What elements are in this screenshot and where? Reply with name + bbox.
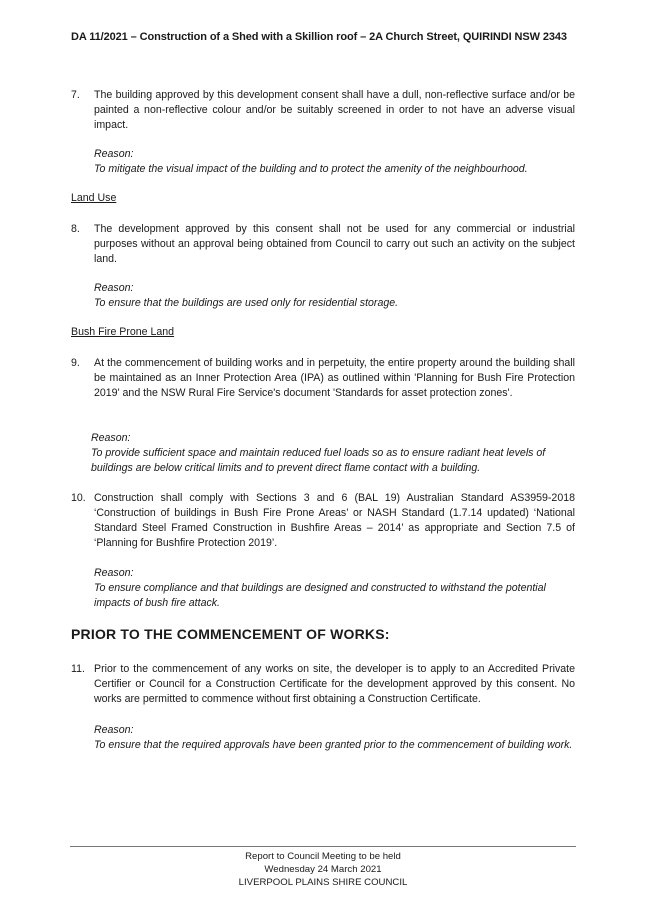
footer-divider [70, 846, 576, 847]
reason-text: To mitigate the visual impact of the building and to protect the amenity of the neighbourhood. [94, 163, 528, 175]
reason-text: To ensure that the required approvals have been granted prior to the commencement of building work. [94, 739, 573, 751]
reason-block [94, 723, 579, 753]
condition-text: The development approved by this consent shall not be used for any commercial or industrial purposes without an approval being obtained from Council to carry out such an activity on the subject land. [94, 223, 575, 265]
section-heading: PRIOR TO THE COMMENCEMENT OF WORKS: [71, 626, 390, 642]
condition-number: 10. [71, 492, 86, 504]
reason-label: Reason: [94, 148, 134, 160]
footer-line-3: LIVERPOOL PLAINS SHIRE COUNCIL [238, 877, 408, 888]
condition-number: 8. [71, 223, 80, 235]
condition-text: The building approved by this development consent shall have a dull, non-reflective surface and/or be painted a non-reflective colour and/or be suitably screened in order to not have an adverse visual impact. [94, 89, 575, 131]
condition-text: Construction shall comply with Sections 3 and 6 (BAL 19) Australian Standard AS3959-2018 ‘Construction of buildings in Bush Fire Prone Areas’ or NASH Standard (1.7.14 updated) ‘National Standard Steel Framed Construction in Bushfire Areas – 2014’ as appropriate and Section 7.5 of ‘Planning for Bushfire Protection 2019’. [94, 492, 575, 549]
condition-text: At the commencement of building works and in perpetuity, the entire property around the building shall be maintained as an Inner Protection Area (IPA) as outlined within 'Planning for Bush Fire Protection 2019' and the NSW Rural Fire Service's document 'Standards for asset protection zones'. [94, 357, 575, 399]
reason-label: Reason: [94, 724, 134, 736]
reason-text: To ensure that the buildings are used only for residential storage. [94, 297, 399, 309]
reason-text: To provide sufficient space and maintain reduced fuel loads so as to ensure radiant heat levels of buildings are below critical limits and to prevent direct flame contact with a building. [91, 447, 546, 474]
condition-number: 9. [71, 357, 80, 369]
condition-text: Prior to the commencement of any works on site, the developer is to apply to an Accredited Private Certifier or Council for a Construction Certificate for the development approved by this consent. No works are permitted to commence without first obtaining a Construction Certificate. [94, 663, 575, 705]
condition-number: 7. [71, 89, 80, 101]
reason-block [94, 281, 579, 311]
reason-label: Reason: [91, 432, 131, 444]
reason-block [91, 431, 576, 476]
reason-label: Reason: [94, 567, 134, 579]
condition-number: 11. [71, 663, 85, 675]
reason-block [94, 566, 579, 611]
footer-line-2: Wednesday 24 March 2021 [264, 864, 382, 875]
reason-label: Reason: [94, 282, 134, 294]
subheading-bush-fire: Bush Fire Prone Land [71, 326, 175, 338]
footer-line-1: Report to Council Meeting to be held [245, 851, 401, 862]
reason-block [94, 147, 579, 177]
subheading-land-use: Land Use [71, 192, 117, 204]
reason-text: To ensure compliance and that buildings are designed and constructed to withstand the potential impacts of bush fire attack. [94, 582, 546, 609]
page-header-title: DA 11/2021 – Construction of a Shed with a Skillion roof – 2A Church Street, QUIRINDI NSW 2343 [71, 31, 567, 43]
page-footer [70, 850, 576, 889]
